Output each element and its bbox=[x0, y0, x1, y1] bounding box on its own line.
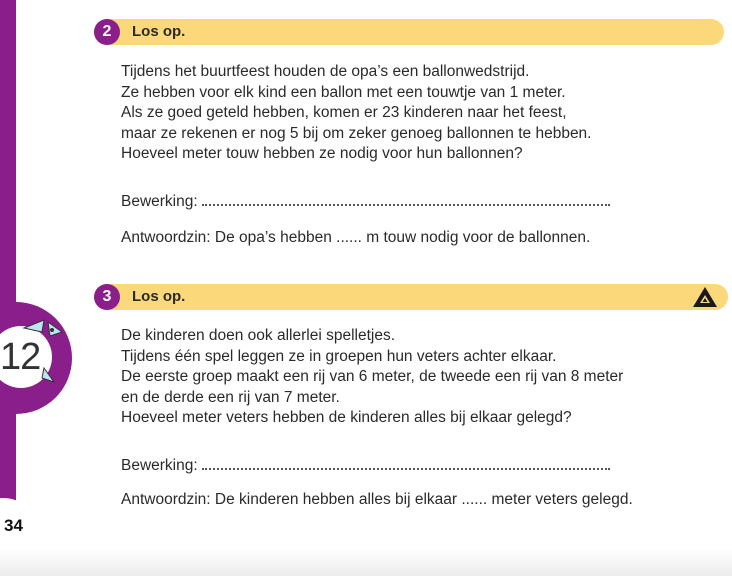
chapter-number: 12 bbox=[0, 336, 41, 378]
page-bottom-shadow bbox=[0, 548, 732, 576]
text-line: Tijdens het buurtfeest houden de opa’s een ballonwedstrijd. bbox=[121, 63, 530, 80]
text-line: Ze hebben voor elk kind een ballon met een touwtje van 1 meter. bbox=[121, 83, 566, 101]
antwoordzin-line: Antwoordzin: De opa’s hebben ...... m touw nodig voor de ballonnen. bbox=[121, 229, 591, 246]
bewerking-label: Bewerking: bbox=[121, 193, 198, 210]
text-line: De kinderen doen ook allerlei spelletjes. bbox=[121, 327, 395, 344]
text-line: Hoeveel meter veters hebben de kinderen alles bij elkaar gelegd? bbox=[121, 409, 572, 426]
text-line: maar ze rekenen er nog 5 bij om zeker genoeg ballonnen te hebben. bbox=[121, 124, 592, 142]
exercise-number: 3 bbox=[94, 284, 120, 310]
exercise-2-text bbox=[121, 62, 711, 165]
answer-dotted-line[interactable] bbox=[202, 456, 610, 470]
text-line: en de derde een rij van 7 meter. bbox=[121, 388, 340, 406]
text-line: Tijdens één spel leggen ze in groepen hun veters achter elkaar. bbox=[121, 347, 557, 365]
chapter-side-bar bbox=[0, 0, 16, 520]
text-line: Hoeveel meter touw hebben ze nodig voor hun ballonnen? bbox=[121, 145, 523, 162]
exercise-title: Los op. bbox=[132, 23, 186, 40]
exercise-2-header bbox=[94, 19, 724, 45]
exercise-3-text bbox=[121, 326, 711, 429]
exercise-number: 2 bbox=[94, 19, 120, 45]
answer-dotted-line[interactable] bbox=[202, 192, 610, 206]
bewerking-label: Bewerking: bbox=[121, 457, 198, 474]
page-number: 34 bbox=[4, 516, 23, 535]
text-line: De eerste groep maakt een rij van 6 meter, de tweede een rij van 8 meter bbox=[121, 368, 624, 385]
bewerking-line bbox=[121, 456, 610, 475]
exercise-3-header bbox=[94, 284, 728, 310]
text-line: Als ze goed geteld hebben, komen er 23 kinderen naar het feest, bbox=[121, 104, 567, 121]
bewerking-line bbox=[121, 192, 610, 211]
exercise-title: Los op. bbox=[132, 288, 186, 305]
antwoordzin-line: Antwoordzin: De kinderen hebben alles bij elkaar ...... meter veters gelegd. bbox=[121, 491, 633, 508]
triangle-level-icon bbox=[692, 286, 718, 308]
